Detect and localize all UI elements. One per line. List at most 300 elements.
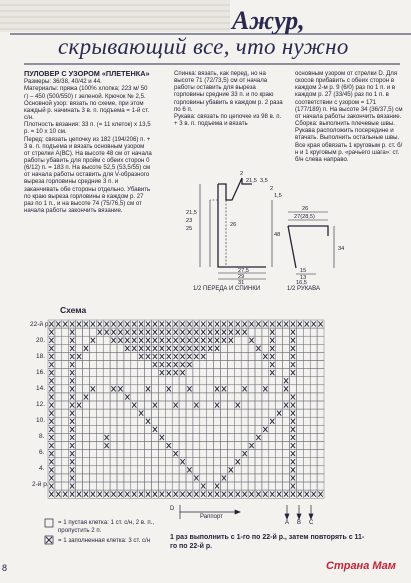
filled-cell-icon	[208, 492, 212, 497]
filled-cell-icon	[70, 322, 74, 327]
chart-cell	[207, 409, 214, 417]
chart-cell	[310, 393, 317, 401]
chart-cell	[179, 425, 186, 433]
chart-cell	[255, 474, 262, 482]
chart-cell	[172, 442, 179, 450]
filled-cell-icon	[49, 338, 53, 343]
chart-cell	[290, 377, 297, 385]
chart-cell	[283, 474, 290, 482]
filled-cell-icon	[91, 492, 95, 497]
chart-cell	[207, 442, 214, 450]
chart-cell	[55, 352, 62, 360]
chart-cell	[55, 328, 62, 336]
chart-cell	[269, 442, 276, 450]
filled-cell-icon	[236, 330, 240, 335]
chart-cell	[76, 361, 83, 369]
filled-cell-icon	[291, 330, 295, 335]
chart-cell	[110, 361, 117, 369]
chart-cell	[248, 401, 255, 409]
chart-cell	[145, 393, 152, 401]
chart-cell	[214, 361, 221, 369]
chart-cell	[310, 442, 317, 450]
filled-cell-icon	[153, 492, 157, 497]
filled-cell-icon	[167, 322, 171, 327]
sketch-label: 1,5	[274, 193, 282, 199]
chart-cell	[55, 482, 62, 490]
chart-cell	[221, 433, 228, 441]
chart-cell	[248, 393, 255, 401]
chart-cell	[248, 433, 255, 441]
repeat-markers	[150, 503, 360, 525]
filled-cell-icon	[70, 338, 74, 343]
chart-cell	[76, 336, 83, 344]
chart-cell	[317, 369, 324, 377]
chart-cell	[227, 393, 234, 401]
chart-cell	[262, 377, 269, 385]
chart-cell	[165, 474, 172, 482]
watermark-logo: Страна Мам	[326, 560, 396, 572]
chart-cell	[96, 425, 103, 433]
row-label: 4.	[39, 465, 45, 472]
filled-cell-icon	[146, 330, 150, 335]
chart-cell	[207, 458, 214, 466]
filled-cell-icon	[70, 330, 74, 335]
filled-cell-icon	[291, 443, 295, 448]
chart-cell	[269, 409, 276, 417]
filled-cell-icon	[84, 346, 88, 351]
filled-cell-icon	[160, 370, 164, 375]
chart-cell	[96, 450, 103, 458]
chart-cell	[55, 474, 62, 482]
sketch-label: 16,5	[296, 280, 307, 285]
filled-cell-icon	[256, 435, 260, 440]
chart-cell	[227, 409, 234, 417]
chart-cell	[248, 458, 255, 466]
chart-cell	[283, 425, 290, 433]
chart-cell	[103, 393, 110, 401]
chart-cell	[138, 385, 145, 393]
filled-cell-icon	[263, 386, 267, 391]
chart-cell	[83, 466, 90, 474]
filled-cell-icon	[180, 492, 184, 497]
chart-cell	[200, 417, 207, 425]
chart-cell	[55, 385, 62, 393]
filled-cell-icon	[111, 386, 115, 391]
marker-c: C	[309, 520, 314, 526]
chart-cell	[283, 442, 290, 450]
chart-cell	[241, 409, 248, 417]
chart-cell	[255, 352, 262, 360]
front-back-sketch	[180, 170, 290, 285]
chart-cell	[179, 409, 186, 417]
chart-cell	[117, 409, 124, 417]
chart-cell	[310, 369, 317, 377]
filled-cell-icon	[49, 459, 53, 464]
chart-cell	[255, 466, 262, 474]
filled-cell-icon	[105, 492, 109, 497]
filled-cell-icon	[291, 435, 295, 440]
chart-cell	[214, 433, 221, 441]
chart-cell	[131, 385, 138, 393]
filled-cell-icon	[187, 362, 191, 367]
chart-cell	[117, 482, 124, 490]
chart-cell	[241, 442, 248, 450]
chart-cell	[193, 377, 200, 385]
paragraph: Материалы: пряжа (100% хлопка; 223 м/ 50 г) – 450 (500/550) г зеленой. Крючок № 2,5.	[24, 85, 148, 100]
chart-cell	[110, 442, 117, 450]
filled-cell-icon	[70, 484, 74, 489]
chart-cell	[110, 466, 117, 474]
chart-cell	[269, 385, 276, 393]
chart-cell	[234, 409, 241, 417]
chart-cell	[255, 450, 262, 458]
filled-cell-icon	[70, 475, 74, 480]
filled-cell-icon	[291, 451, 295, 456]
filled-cell-icon	[263, 354, 267, 359]
chart-cell	[62, 433, 69, 441]
filled-cell-icon	[118, 330, 122, 335]
chart-cell	[62, 328, 69, 336]
filled-cell-icon	[229, 492, 233, 497]
filled-cell-icon	[160, 330, 164, 335]
filled-cell-icon	[49, 394, 53, 399]
chart-cell	[241, 361, 248, 369]
chart-cell	[310, 466, 317, 474]
chart-cell	[83, 409, 90, 417]
chart-cell	[303, 442, 310, 450]
chart-cell	[227, 450, 234, 458]
chart-cell	[221, 361, 228, 369]
filled-cell-icon	[180, 362, 184, 367]
chart-cell	[310, 482, 317, 490]
chart-cell	[296, 336, 303, 344]
chart-cell	[214, 417, 221, 425]
chart-cell	[227, 401, 234, 409]
chart-cell	[152, 466, 159, 474]
chart-cell	[96, 433, 103, 441]
filled-cell-icon	[249, 492, 253, 497]
chart-cell	[89, 409, 96, 417]
chart-cell	[186, 417, 193, 425]
chart-cell	[262, 417, 269, 425]
paragraph: Размеры: 36/38, 40/42 и 44.	[24, 78, 102, 86]
chart-cell	[241, 433, 248, 441]
chart-cell	[186, 369, 193, 377]
chart-cell	[303, 369, 310, 377]
chart-cell	[283, 336, 290, 344]
chart-cell	[317, 474, 324, 482]
filled-cell-icon	[174, 451, 178, 456]
chart-cell	[276, 393, 283, 401]
chart-cell	[62, 474, 69, 482]
filled-cell-icon	[222, 338, 226, 343]
chart-cell	[227, 377, 234, 385]
chart-cell	[221, 458, 228, 466]
chart-cell	[234, 433, 241, 441]
filled-cell-icon	[84, 322, 88, 327]
crochet-chart	[46, 318, 326, 503]
chart-cell	[89, 450, 96, 458]
chart-cell	[186, 450, 193, 458]
chart-cell	[131, 409, 138, 417]
chart-cell	[110, 377, 117, 385]
chart-cell	[221, 352, 228, 360]
chart-cell	[193, 433, 200, 441]
filled-cell-icon	[243, 451, 247, 456]
filled-cell-icon	[291, 459, 295, 464]
chart-cell	[303, 417, 310, 425]
filled-cell-icon	[84, 394, 88, 399]
chart-cell	[234, 385, 241, 393]
chart-cell	[179, 474, 186, 482]
chart-cell	[110, 393, 117, 401]
text-column-1	[24, 70, 152, 214]
chart-cell	[96, 352, 103, 360]
filled-cell-icon	[49, 411, 53, 416]
chart-cell	[110, 369, 117, 377]
chart-cell	[241, 425, 248, 433]
chart-cell	[62, 442, 69, 450]
chart-cell	[276, 401, 283, 409]
chart-cell	[193, 361, 200, 369]
filled-cell-icon	[49, 378, 53, 383]
chart-cell	[158, 425, 165, 433]
chart-cell	[227, 352, 234, 360]
chart-cell	[262, 442, 269, 450]
chart-cell	[145, 474, 152, 482]
filled-cell-icon	[215, 322, 219, 327]
filled-cell-icon	[160, 354, 164, 359]
chart-cell	[117, 344, 124, 352]
chart-cell	[317, 482, 324, 490]
chart-cell	[303, 458, 310, 466]
chart-cell	[158, 377, 165, 385]
chart-cell	[131, 466, 138, 474]
chart-cell	[214, 474, 221, 482]
chart-cell	[55, 466, 62, 474]
filled-cell-icon	[236, 492, 240, 497]
filled-cell-icon	[77, 403, 81, 408]
chart-cell	[55, 377, 62, 385]
filled-cell-icon	[243, 492, 247, 497]
chart-cell	[83, 328, 90, 336]
filled-cell-icon	[91, 386, 95, 391]
filled-cell-icon	[146, 386, 150, 391]
chart-cell	[296, 369, 303, 377]
chart-cell	[227, 361, 234, 369]
chart-cell	[221, 409, 228, 417]
chart-cell	[269, 425, 276, 433]
chart-cell	[227, 442, 234, 450]
chart-cell	[283, 361, 290, 369]
chart-cell	[179, 385, 186, 393]
chart-cell	[248, 344, 255, 352]
chart-cell	[103, 385, 110, 393]
chart-cell	[165, 401, 172, 409]
chart-cell	[221, 393, 228, 401]
chart-cell	[186, 425, 193, 433]
filled-cell-icon	[70, 435, 74, 440]
chart-cell	[83, 361, 90, 369]
chart-cell	[138, 442, 145, 450]
filled-cell-icon	[291, 346, 295, 351]
chart-cell	[296, 377, 303, 385]
chart-cell	[276, 328, 283, 336]
chart-cell	[165, 425, 172, 433]
filled-cell-icon	[305, 492, 309, 497]
chart-cell	[117, 458, 124, 466]
chart-cell	[207, 482, 214, 490]
chart-cell	[124, 450, 131, 458]
chart-cell	[103, 466, 110, 474]
chart-cell	[262, 401, 269, 409]
filled-cell-icon	[222, 330, 226, 335]
chart-cell	[55, 344, 62, 352]
filled-cell-icon	[243, 330, 247, 335]
chart-cell	[62, 458, 69, 466]
chart-cell	[193, 385, 200, 393]
chart-cell	[193, 466, 200, 474]
chart-cell	[76, 425, 83, 433]
filled-cell-icon	[229, 322, 233, 327]
chart-cell	[269, 466, 276, 474]
chart-cell	[276, 482, 283, 490]
filled-cell-icon	[174, 362, 178, 367]
chart-cell	[283, 393, 290, 401]
chart-cell	[55, 442, 62, 450]
chart-cell	[117, 466, 124, 474]
legend-filled: = 1 заполненная клетка: 3 ст. с/н	[58, 537, 151, 544]
chart-cell	[296, 458, 303, 466]
filled-cell-icon	[167, 492, 171, 497]
chart-cell	[221, 466, 228, 474]
filled-cell-icon	[49, 484, 53, 489]
chart-cell	[131, 352, 138, 360]
filled-cell-icon	[139, 330, 143, 335]
chart-cell	[200, 458, 207, 466]
filled-cell-icon	[111, 338, 115, 343]
filled-cell-icon	[215, 330, 219, 335]
filled-cell-icon	[222, 386, 226, 391]
chart-cell	[186, 482, 193, 490]
marker-b: B	[297, 520, 302, 526]
chart-cell	[317, 344, 324, 352]
chart-cell	[317, 458, 324, 466]
chart-cell	[186, 474, 193, 482]
filled-cell-icon	[291, 492, 295, 497]
chart-cell	[186, 393, 193, 401]
chart-cell	[117, 474, 124, 482]
filled-cell-icon	[167, 370, 171, 375]
chart-cell	[83, 474, 90, 482]
chart-cell	[303, 352, 310, 360]
paragraph: Плотность вязания: 33 п. (= 11 клеток) х 13,5 р. = 10 х 10 см.	[24, 121, 151, 136]
chart-cell	[110, 417, 117, 425]
chart-cell	[89, 377, 96, 385]
chart-cell	[165, 409, 172, 417]
chart-cell	[89, 458, 96, 466]
chart-cell	[276, 474, 283, 482]
chart-cell	[76, 409, 83, 417]
filled-cell-icon	[222, 475, 226, 480]
chart-cell	[76, 474, 83, 482]
chart-cell	[255, 417, 262, 425]
filled-cell-icon	[243, 322, 247, 327]
chart-cell	[110, 450, 117, 458]
chart-cell	[227, 425, 234, 433]
chart-cell	[310, 433, 317, 441]
filled-cell-icon	[111, 492, 115, 497]
filled-cell-icon	[201, 346, 205, 351]
chart-cell	[103, 361, 110, 369]
filled-cell-icon	[187, 338, 191, 343]
filled-cell-icon	[105, 435, 109, 440]
chart-cell	[96, 393, 103, 401]
chart-cell	[283, 369, 290, 377]
chart-cell	[62, 336, 69, 344]
filled-cell-icon	[291, 484, 295, 489]
filled-cell-icon	[194, 346, 198, 351]
chart-cell	[117, 369, 124, 377]
chart-cell	[145, 401, 152, 409]
chart-cell	[248, 377, 255, 385]
chart-cell	[96, 482, 103, 490]
chart-cell	[89, 352, 96, 360]
chart-cell	[172, 409, 179, 417]
chart-cell	[62, 450, 69, 458]
chart-cell	[296, 425, 303, 433]
chart-cell	[200, 425, 207, 433]
chart-cell	[283, 352, 290, 360]
filled-cell-icon	[70, 419, 74, 424]
filled-cell-icon	[70, 403, 74, 408]
filled-cell-icon	[187, 346, 191, 351]
chart-cell	[276, 425, 283, 433]
chart-cell	[234, 361, 241, 369]
paragraph: Сборка: выполнить плечевые швы. Рукава расположить посередине и втачать. Выполнить остальные швы. Все края обвязать 1 круговым р. ст. б/н и 1 круговым р. «рачьего шага»: ст. б/н слева направо.	[295, 120, 403, 163]
chart-cell	[76, 458, 83, 466]
chart-cell	[296, 474, 303, 482]
chart-cell	[76, 377, 83, 385]
chart-cell	[221, 450, 228, 458]
filled-cell-icon	[243, 386, 247, 391]
chart-cell	[83, 385, 90, 393]
chart-cell	[110, 352, 117, 360]
sketch-label: 48	[274, 232, 281, 238]
chart-cell	[296, 442, 303, 450]
chart-cell	[124, 361, 131, 369]
chart-cell	[193, 442, 200, 450]
chart-cell	[303, 328, 310, 336]
chart-cell	[234, 425, 241, 433]
chart-cell	[276, 352, 283, 360]
filled-cell-icon	[270, 419, 274, 424]
filled-cell-icon	[153, 427, 157, 432]
chart-cell	[248, 466, 255, 474]
chart-cell	[221, 377, 228, 385]
filled-cell-icon	[236, 459, 240, 464]
filled-cell-icon	[187, 322, 191, 327]
chart-cell	[214, 393, 221, 401]
chart-cell	[234, 336, 241, 344]
chart-cell	[145, 377, 152, 385]
chart-cell	[179, 401, 186, 409]
filled-cell-icon	[194, 322, 198, 327]
chart-cell	[165, 393, 172, 401]
chart-cell	[186, 401, 193, 409]
chart-cell	[138, 401, 145, 409]
filled-cell-icon	[70, 346, 74, 351]
